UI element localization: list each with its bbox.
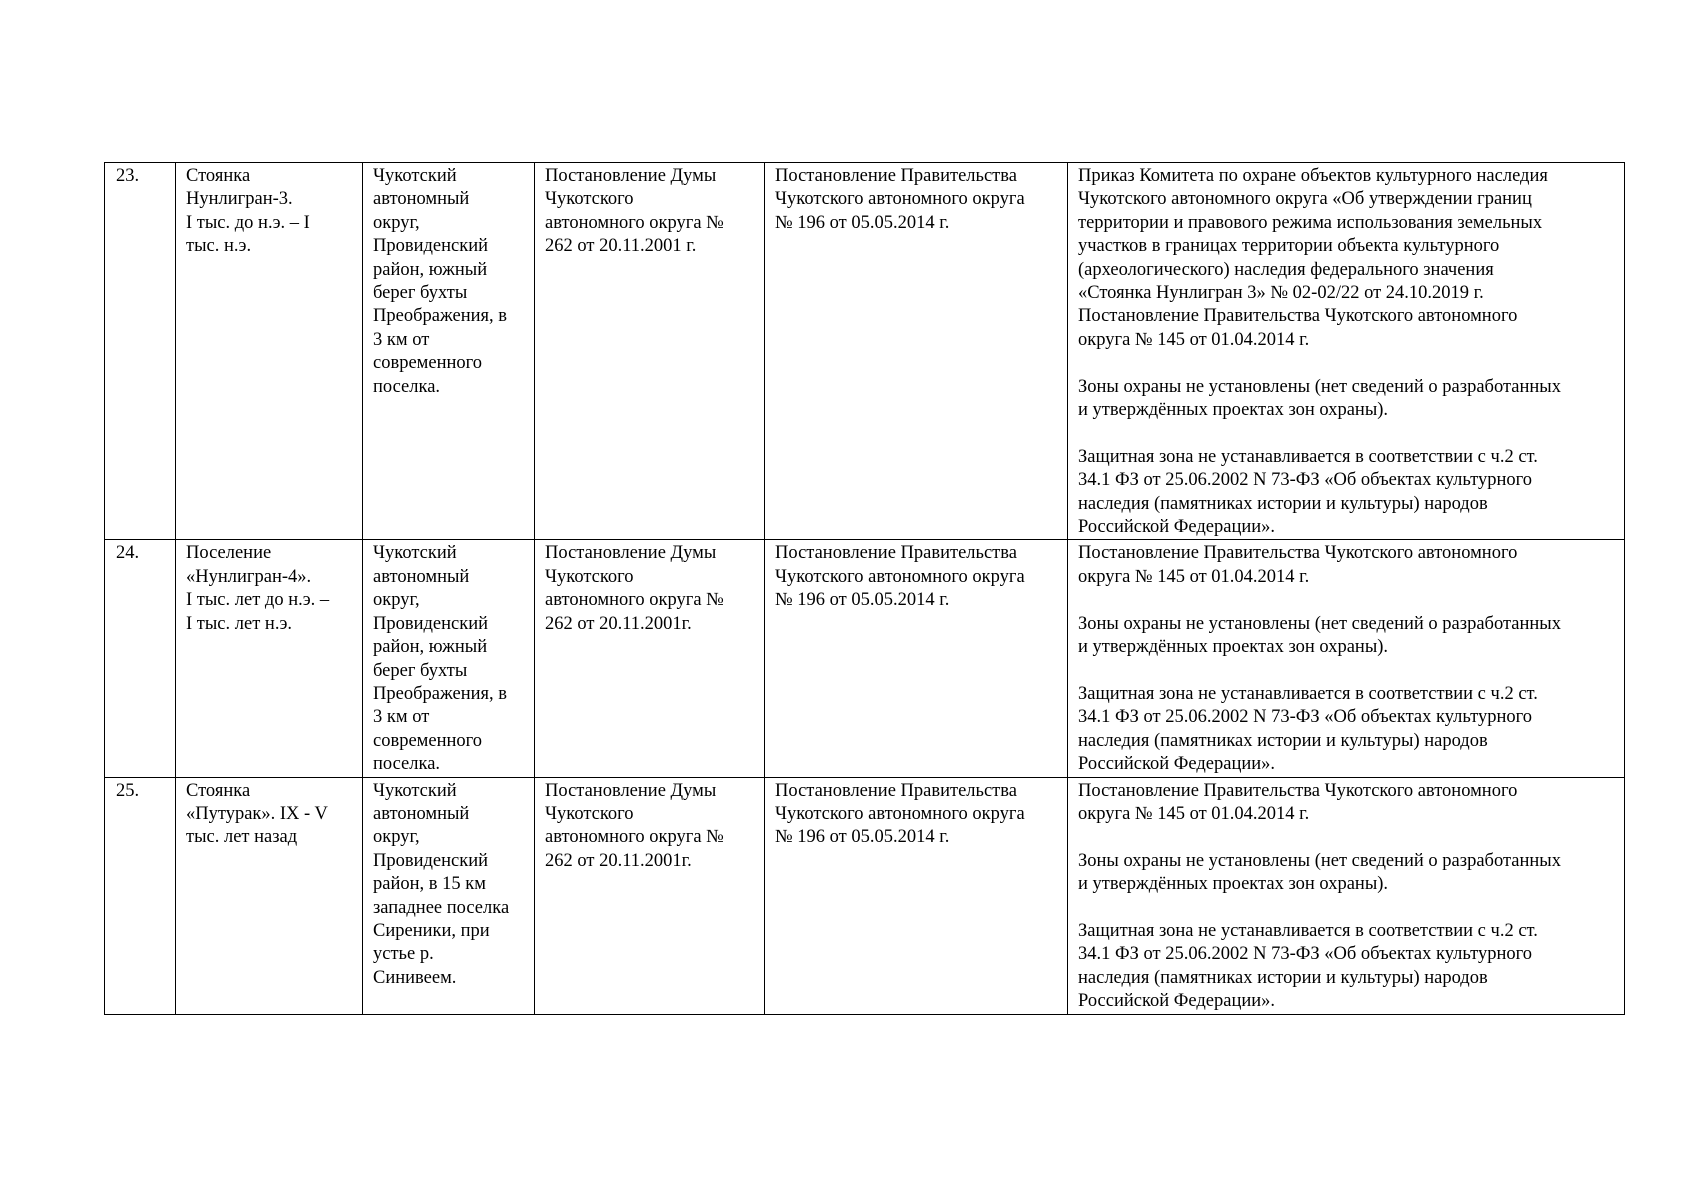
row-number-cell xyxy=(105,540,176,777)
object-location: Чукотский автономный округ, Провиденский район, в 15 км западнее поселка Сиреники, при устье р. Синивеем. xyxy=(373,780,510,988)
government-decree: Постановление Правительства Чукотского автономного округа № 196 от 05.05.2014 г. xyxy=(775,543,1025,611)
heritage-objects-table xyxy=(104,162,1625,1015)
object-name-cell xyxy=(176,540,363,777)
notes-cell xyxy=(1068,540,1625,777)
duma-decree: Постановление Думы Чукотского автономного округа № 262 от 20.11.2001г. xyxy=(545,543,724,634)
government-decree: Постановление Правительства Чукотского автономного округа № 196 от 05.05.2014 г. xyxy=(775,780,1025,848)
location-cell xyxy=(363,777,535,1014)
row-number: 24. xyxy=(116,543,140,564)
notes-paragraph: Зоны охраны не установлены (нет сведений о разработанных и утверждённых проектах зон охраны). xyxy=(1078,850,1561,895)
row-number: 25. xyxy=(116,780,140,801)
location-cell xyxy=(363,540,535,777)
row-number-cell xyxy=(105,163,176,540)
object-name: Стоянка Нунлигран-3. I тыс. до н.э. – I тыс. н.э. xyxy=(186,166,310,257)
location-cell xyxy=(363,163,535,540)
table-row xyxy=(105,777,1625,1014)
duma-decree: Постановление Думы Чукотского автономного округа № 262 от 20.11.2001 г. xyxy=(545,166,724,257)
object-name-cell xyxy=(176,777,363,1014)
duma-decree-cell xyxy=(535,163,765,540)
notes-paragraph: Защитная зона не устанавливается в соответствии с ч.2 ст. 34.1 ФЗ от 25.06.2002 N 73-ФЗ «Об объектах культурного наследия (памятниках истории и культуры) народов Российской Федерации». xyxy=(1078,446,1538,538)
notes-paragraph: Защитная зона не устанавливается в соответствии с ч.2 ст. 34.1 ФЗ от 25.06.2002 N 73-ФЗ «Об объектах культурного наследия (памятниках истории и культуры) народов Российской Федерации». xyxy=(1078,920,1538,1012)
row-number: 23. xyxy=(116,166,140,186)
table-row xyxy=(105,540,1625,777)
duma-decree: Постановление Думы Чукотского автономного округа № 262 от 20.11.2001г. xyxy=(545,780,724,871)
object-name: Поселение «Нунлигран-4». I тыс. лет до н.э. – I тыс. лет н.э. xyxy=(186,543,330,634)
government-decree-cell xyxy=(765,777,1068,1014)
object-name-cell xyxy=(176,163,363,540)
notes-paragraph: Приказ Комитета по охране объектов культурного наследия Чукотского автономного округа «Об утверждении границ территории и правового режима использования земельных участков в границах территории объекта культурного (археологического) наследия федерального значения «Стоянка Нунлигран 3» № 02-02/22 от 24.10.2019 г. Постановление Правительства Чукотского автономного округа № 145 от 01.04.2014 г. xyxy=(1078,166,1548,350)
government-decree-cell xyxy=(765,540,1068,777)
object-location: Чукотский автономный округ, Провиденский район, южный берег бухты Преображения, в 3 км от современного поселка. xyxy=(373,543,507,775)
object-location: Чукотский автономный округ, Провиденский район, южный берег бухты Преображения, в 3 км от современного поселка. xyxy=(373,166,507,397)
notes-cell xyxy=(1068,163,1625,540)
duma-decree-cell xyxy=(535,540,765,777)
notes-cell xyxy=(1068,777,1625,1014)
table-row xyxy=(105,163,1625,540)
government-decree: Постановление Правительства Чукотского автономного округа № 196 от 05.05.2014 г. xyxy=(775,166,1025,233)
government-decree-cell xyxy=(765,163,1068,540)
object-name: Стоянка «Путурак». IX - V тыс. лет назад xyxy=(186,780,328,848)
notes-paragraph: Защитная зона не устанавливается в соответствии с ч.2 ст. 34.1 ФЗ от 25.06.2002 N 73-ФЗ «Об объектах культурного наследия (памятниках истории и культуры) народов Российской Федерации». xyxy=(1078,683,1538,775)
notes-paragraph: Постановление Правительства Чукотского автономного округа № 145 от 01.04.2014 г. xyxy=(1078,780,1518,824)
row-number-cell xyxy=(105,777,176,1014)
notes-paragraph: Постановление Правительства Чукотского автономного округа № 145 от 01.04.2014 г. xyxy=(1078,543,1518,587)
notes-paragraph: Зоны охраны не установлены (нет сведений о разработанных и утверждённых проектах зон охраны). xyxy=(1078,613,1561,658)
notes-paragraph: Зоны охраны не установлены (нет сведений о разработанных и утверждённых проектах зон охраны). xyxy=(1078,376,1561,421)
duma-decree-cell xyxy=(535,777,765,1014)
